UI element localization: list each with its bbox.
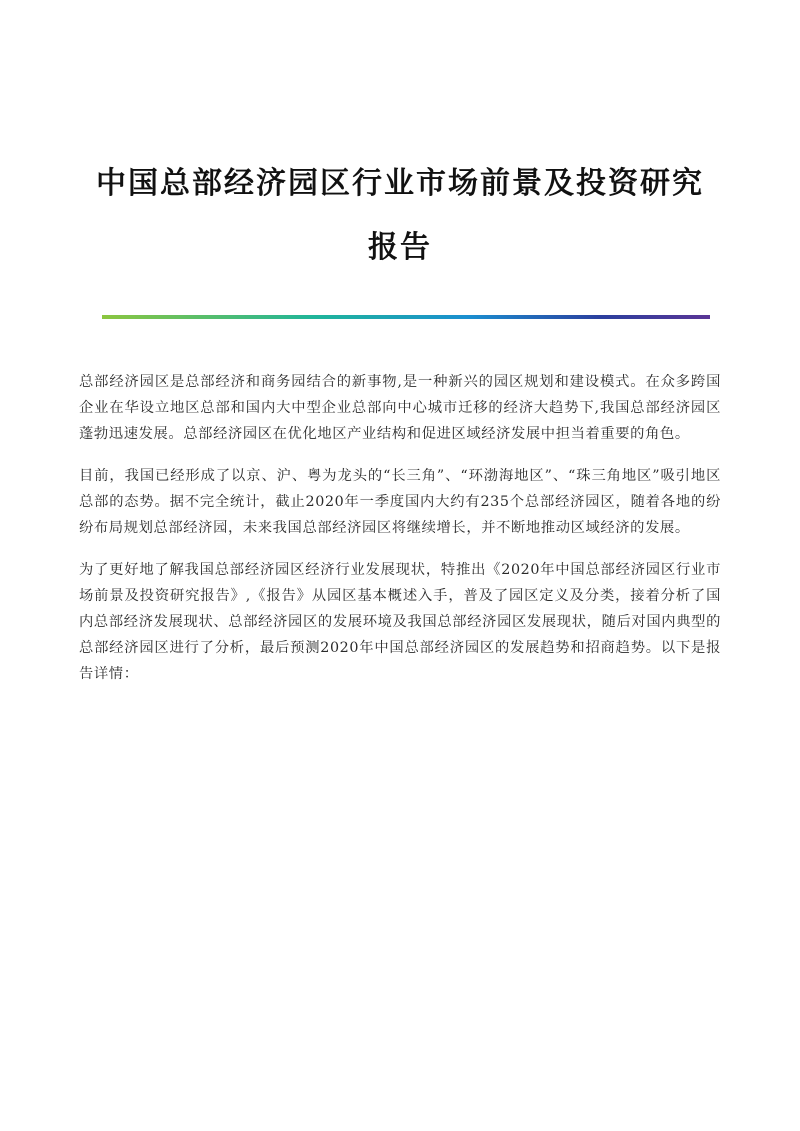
page-title-line1: 中国总部经济园区行业市场前景及投资研究 [96, 166, 704, 201]
paragraph-intro: 总部经济园区是总部经济和商务园结合的新事物,是一种新兴的园区规划和建设模式。在众多跨国企业在华设立地区总部和国内大中型企业总部向中心城市迁移的经济大趋势下,我国总部经济园区蓬勃迅速发展。总部经济园区在优化地区产业结构和促进区域经济发展中担当着重要的角色。 [79, 374, 721, 442]
document-body [79, 369, 721, 703]
paragraph-current-status: 目前，我国已经形成了以京、沪、粤为龙头的“长三角”、“环渤海地区”、“珠三角地区”吸引地区总部的态势。据不完全统计，截止2020年一季度国内大约有235个总部经济园区，随着各地的纷纷布局规划总部经济园，未来我国总部经济园区将继续增长，并不断地推动区域经济的发展。 [79, 468, 721, 536]
paragraph-report-overview: 为了更好地了解我国总部经济园区经济行业发展现状，特推出《2020年中国总部经济园区行业市场前景及投资研究报告》,《报告》从园区基本概述入手，普及了园区定义及分类，接着分析了国内总部经济发展现状、总部经济园区的发展环境及我国总部经济园区发展现状，随后对国内典型的总部经济园区进行了分析，最后预测2020年中国总部经济园区的发展趋势和招商趋势。以下是报告详情： [79, 562, 721, 682]
page-title-line2: 报告 [368, 230, 432, 265]
gradient-divider [102, 315, 710, 319]
